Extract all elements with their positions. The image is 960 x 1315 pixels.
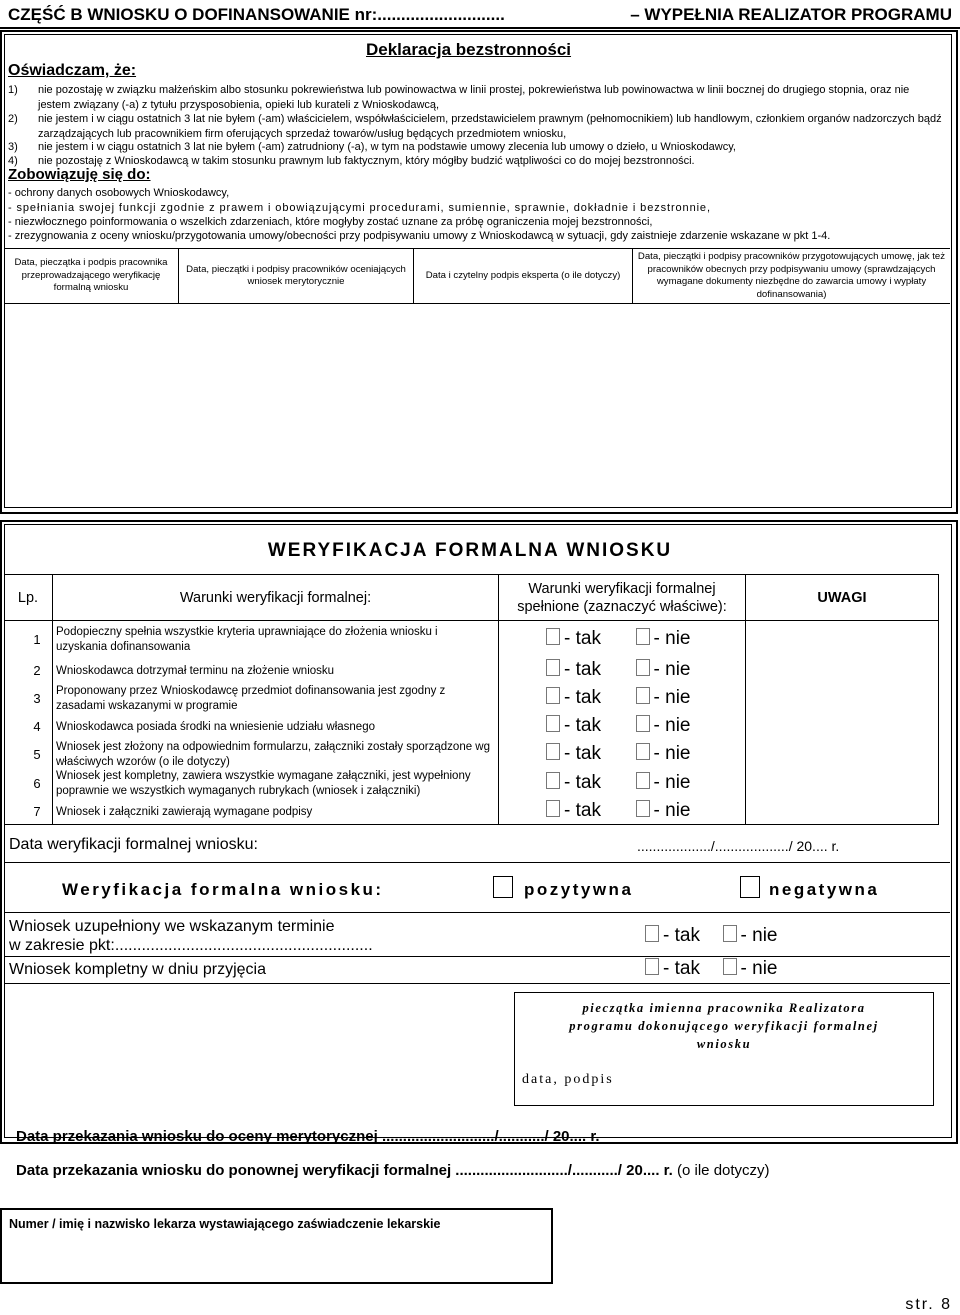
- header-left: CZĘŚĆ B WNIOSKU O DOFINANSOWANIE nr:...........................: [8, 5, 505, 24]
- stamp-date-label: data, podpis: [522, 1072, 614, 1087]
- complete-label: Wniosek kompletny w dniu przyjęcia: [9, 961, 266, 978]
- transfer-reverification-note: (o ile dotyczy): [677, 1162, 770, 1179]
- header-right: – WYPEŁNIA REALIZATOR PROGRAMU: [630, 5, 952, 24]
- row-choice: - tak - nie: [546, 715, 690, 737]
- section-divider: [4, 956, 950, 957]
- row-condition: Wnioskodawca dotrzymał terminu na złożenie wniosku: [56, 665, 335, 677]
- statement-heading: Oświadczam, że:: [8, 62, 137, 79]
- commitment-heading: Zobowiązuję się do:: [8, 166, 151, 183]
- no-checkbox[interactable]: [723, 958, 737, 975]
- column-header-fulfilled-2: [499, 598, 745, 616]
- page-header: [8, 4, 952, 26]
- doctor-box-label: Numer / imię i nazwisko lekarza wystawiającego zaświadczenie lekarskie: [9, 1217, 441, 1231]
- column-header-notes: UWAGI: [817, 590, 867, 606]
- row-number: 4: [33, 719, 41, 734]
- signature-cell-formal: Data, pieczątka i podpis pracownika przeprowadzającego weryfikację formalną wniosku: [14, 257, 168, 294]
- row-condition: Wniosek i załączniki zawierają wymagane podpisy: [56, 806, 313, 818]
- row-condition: Wnioskodawca posiada środki na wniesienie udziału własnego: [56, 721, 375, 733]
- row-number: 3: [33, 691, 41, 706]
- no-checkbox[interactable]: [636, 772, 650, 789]
- transfer-reverification-text: Data przekazania wniosku do ponownej weryfikacji formalnej .........................../.........../ 20.... r.: [16, 1162, 673, 1179]
- declaration-item: 3) nie jestem i w ciągu ostatnich 3 lat nie byłem (-am) zatrudniony (-a), w tym na podstawie umowy zlecenia lub umowy o dzieło, u Wnioskodawcy,: [8, 141, 736, 153]
- verification-date-label: Data weryfikacji formalnej wniosku:: [9, 836, 258, 853]
- row-choice: - tak - nie: [546, 659, 690, 681]
- yes-checkbox[interactable]: [546, 687, 560, 704]
- supplement-scope: w zakresie pkt:..........................................................: [9, 937, 373, 954]
- negative-label: negatywna: [769, 880, 880, 899]
- table-border: [52, 574, 53, 824]
- verification-title: WERYFIKACJA FORMALNA WNIOSKU: [267, 540, 673, 561]
- row-number: 2: [33, 663, 41, 678]
- declaration-item: 4) nie pozostaję z Wnioskodawcą w takim stosunku prawnym lub faktycznym, który mógłby budzić wątpliwości co do mojej bezstronności.: [8, 155, 695, 167]
- row-choice: - tak - nie: [546, 628, 690, 650]
- row-choice: - tak - nie: [546, 772, 690, 794]
- positive-checkbox[interactable]: [493, 876, 513, 898]
- no-checkbox[interactable]: [636, 659, 650, 676]
- signature-cell-merit: Data, pieczątki i podpisy pracowników oceniających wniosek merytorycznie: [186, 263, 406, 287]
- commitment-item: - spełniania swojej funkcji zgodnie z prawem i obowiązującymi procedurami, sumiennie, sprawnie, dokładnie i bezstronnie,: [8, 202, 711, 214]
- complete-choice: - tak - nie: [645, 958, 777, 980]
- commitment-item: - niezwłocznego poinformowania o wszelkich zdarzeniach, które mogłyby zostać uznane za próbę ograniczenia mojej bezstronności,: [8, 216, 653, 228]
- supplement-choice: - tak - nie: [645, 925, 777, 947]
- table-border: [4, 574, 939, 575]
- stamp-line-3: wniosku: [696, 1037, 752, 1051]
- negative-checkbox[interactable]: [740, 876, 760, 898]
- row-number: 1: [33, 632, 41, 647]
- no-checkbox[interactable]: [636, 715, 650, 732]
- yes-checkbox[interactable]: [645, 958, 659, 975]
- column-header-conditions: Warunki weryfikacji formalnej:: [179, 590, 372, 606]
- yes-checkbox[interactable]: [546, 659, 560, 676]
- declaration-item: 2) nie jestem i w ciągu ostatnich 3 lat nie byłem (-am) właścicielem, współwłaścicielem, przedstawicielem prawnym (pełnomocnikiem) lub handlowym, członkiem organów nadzorczych bądź zarządzających lub pracownikiem firm oferujących sprzedaż towarów/usług będących przedmiotem wniosku,: [8, 113, 942, 141]
- table-border: [745, 574, 746, 824]
- header-divider: [0, 27, 960, 29]
- commitment-item: - zrezygnowania z oceny wniosku/przygotowania umowy/obecności przy podpisywaniu umowy z Wnioskodawcą w sytuacji, gdy zaistnieje zdarzenie wskazane w pkt 1-4.: [8, 230, 831, 242]
- declaration-title: Deklaracja bezstronności: [366, 40, 572, 59]
- row-number: 7: [33, 804, 41, 819]
- yes-checkbox[interactable]: [546, 772, 560, 789]
- no-checkbox[interactable]: [636, 687, 650, 704]
- yes-checkbox[interactable]: [546, 743, 560, 760]
- stamp-line-2: programu dokonującego weryfikacji formalnej: [569, 1019, 879, 1033]
- row-condition: Wniosek jest kompletny, zawiera wszystkie wymagane załączniki, jest wypełniony poprawnie we wszystkich wymaganych rubrykach (wniosek i załączniki): [56, 770, 471, 797]
- row-choice: - tak - nie: [546, 800, 690, 822]
- section-divider: [4, 912, 950, 913]
- no-checkbox[interactable]: [723, 925, 737, 942]
- column-header-fulfilled-1: Warunki weryfikacji formalnej: [528, 581, 716, 597]
- supplement-label: Wniosek uzupełniony we wskazanym terminie: [9, 918, 335, 935]
- positive-label: pozytywna: [524, 880, 634, 899]
- signature-cell-expert: Data i czytelny podpis eksperta (o ile dotyczy): [425, 269, 621, 281]
- row-choice: - tak - nie: [546, 687, 690, 709]
- table-border: [4, 620, 939, 621]
- yes-checkbox[interactable]: [546, 628, 560, 645]
- row-number: 5: [33, 747, 41, 762]
- stamp-line-1: pieczątka imienna pracownika Realizatora: [582, 1001, 866, 1015]
- row-condition: Proponowany przez Wnioskodawcę przedmiot dofinansowania jest zgodny z zasadami wskazanymi w programie: [56, 685, 446, 712]
- table-border: [4, 824, 939, 825]
- no-checkbox[interactable]: [636, 628, 650, 645]
- row-choice: - tak - nie: [546, 743, 690, 765]
- commitment-item: - ochrony danych osobowych Wnioskodawcy,: [8, 187, 230, 199]
- declaration-item: 1) nie pozostaję w związku małżeńskim albo stosunku pokrewieństwa lub powinowactwa w linii prostej, pokrewieństwa lub powinowactwa w linii bocznej do drugiego stopnia, oraz nie jestem związany (-a) z tytułu przysposobienia, opieki lub kurateli z Wnioskodawcą,: [8, 84, 910, 112]
- verification-date-value[interactable]: .................../.................../ 20.... r.: [637, 838, 840, 854]
- transfer-reverification: [16, 1162, 770, 1179]
- row-number: 6: [33, 776, 41, 791]
- row-condition: Podopieczny spełnia wszystkie kryteria uprawniające do złożenia wniosku i uzyskania dofinansowania: [56, 626, 438, 653]
- yes-checkbox[interactable]: [546, 800, 560, 817]
- no-checkbox[interactable]: [636, 800, 650, 817]
- no-checkbox[interactable]: [636, 743, 650, 760]
- fulfilled-label: spełnione (zaznaczyć właściwe):: [517, 599, 727, 615]
- yes-checkbox[interactable]: [645, 925, 659, 942]
- section-divider: [4, 983, 950, 984]
- signature-cell-contract: Data, pieczątki i podpisy pracowników przygotowujących umowę, jak też pracowników obecnych przy podpisywaniu umowy (sprawdzających wymagane dokumenty niezbędne do zawarcia umowy i wypłaty dofinansowania): [637, 251, 946, 300]
- transfer-merit: Data przekazania wniosku do oceny merytorycznej .........................../.........../ 20.... r.: [16, 1128, 600, 1145]
- yes-checkbox[interactable]: [546, 715, 560, 732]
- section-divider: [4, 862, 950, 863]
- row-condition: Wniosek jest złożony na odpowiednim formularzu, załączniki zostały sporządzone wg właściwych wzorów (o ile dotyczy): [56, 741, 491, 768]
- verification-result-label: Weryfikacja formalna wniosku:: [62, 880, 384, 899]
- page-number: str. 8: [905, 1296, 952, 1313]
- column-header-lp: Lp.: [17, 590, 39, 606]
- table-border: [938, 574, 939, 824]
